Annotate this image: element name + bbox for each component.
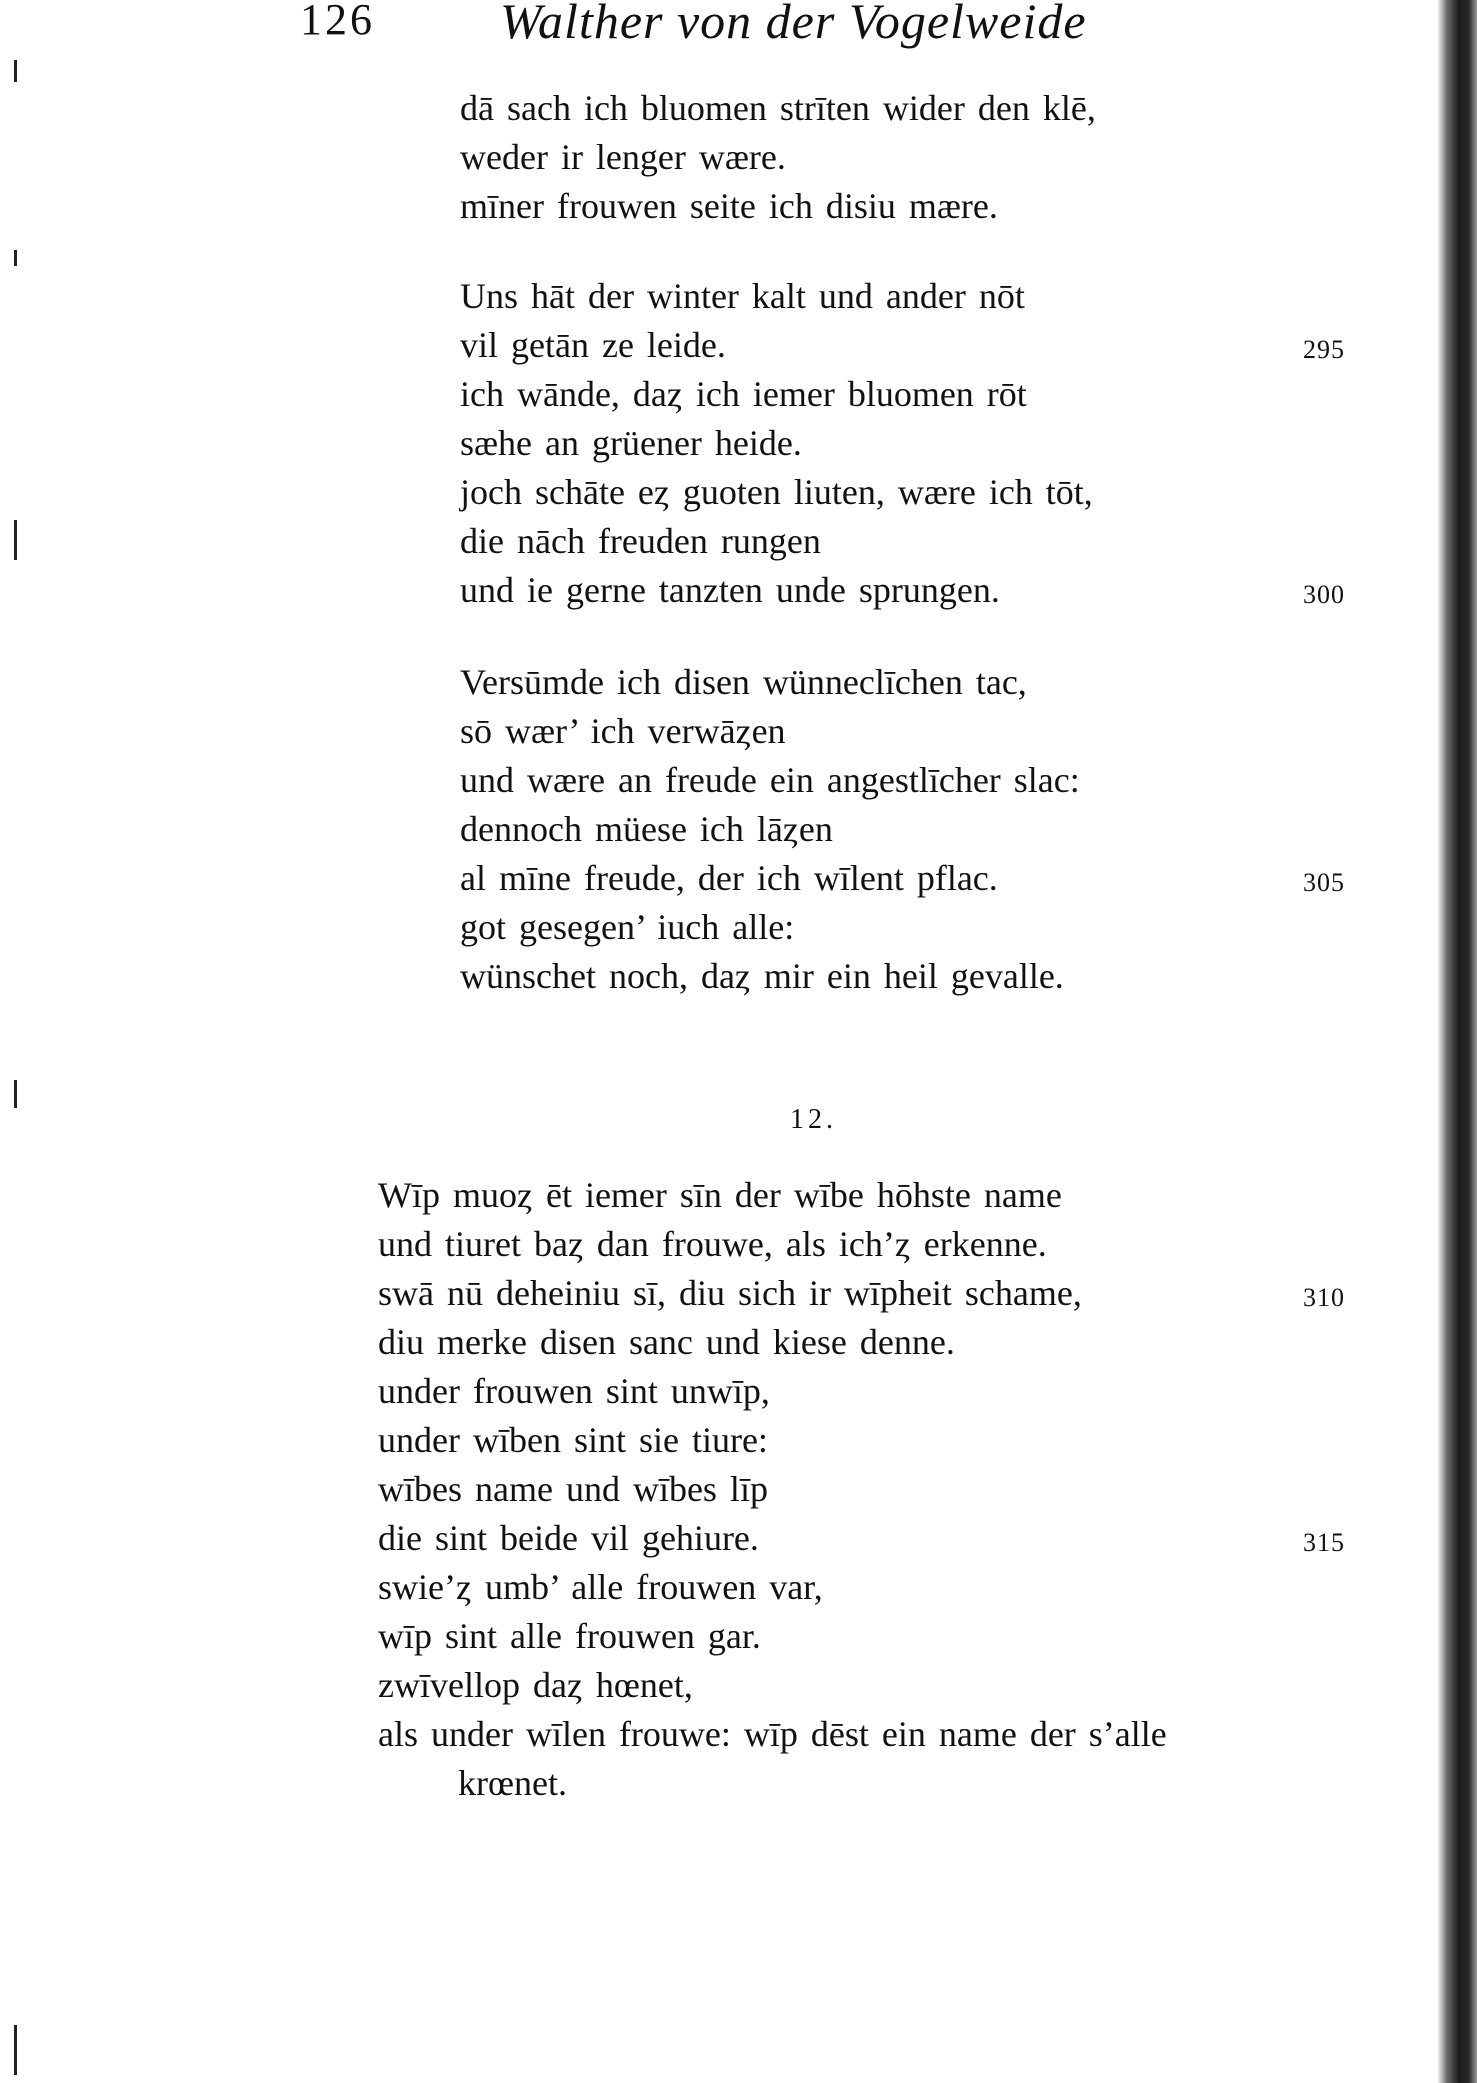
gutter-mark [14,60,17,82]
verse-line: sæhe an grüener heide. [460,423,802,463]
verse-line: swā nū deheiniu sī, diu sich ir wīpheit schame, 310 [378,1269,1346,1318]
verse-line: wünschet noch, daȥ mir ein heil gevalle. [460,956,1064,996]
verse-line: Versūmde ich disen wünneclīchen tac, [460,662,1027,702]
line-number: 315 [1303,1528,1345,1557]
verse-line: under wīben sint sie tiure: [378,1420,768,1460]
poem-section [378,1171,1346,1808]
verse-line: dennoch müese ich lāȥen [460,809,833,849]
line-number: 295 [1303,335,1345,364]
gutter-mark [14,520,17,560]
verse-line: joch schāte eȥ guoten liuten, wære ich tōt, [460,472,1093,512]
verse-line: die nāch freuden rungen [460,521,821,561]
stanza [460,658,1345,1001]
verse-line: zwīvellop daȥ hœnet, [378,1665,693,1705]
verse-line: wībes name und wībes līp [378,1469,768,1509]
book-binding-edge [1437,0,1477,2083]
gutter-mark [14,250,17,266]
verse-line: vil getān ze leide. 295 [460,321,1093,370]
verse-line: mīner frouwen seite ich disiu mære. [460,186,998,226]
page-number: 126 [300,0,375,44]
verse-line: ich wānde, daȥ ich iemer bluomen rōt [460,374,1027,414]
verse-line: und wære an freude ein angestlīcher slac: [460,760,1080,800]
verse-line: dā sach ich bluomen strīten wider den klē, [460,88,1096,128]
verse-line: Wīp muoȥ ēt iemer sīn der wībe hōhste name [378,1175,1062,1215]
verse-line: got gesegen’ iuch alle: [460,907,795,947]
verse-line-continuation: krœnet. [458,1763,567,1803]
verse-line: weder ir lenger wære. [460,137,786,177]
gutter-mark [14,2025,17,2075]
verse-line: al mīne freude, der ich wīlent pflac. 305 [460,854,1080,903]
running-title: Walther von der Vogelweide [500,0,1087,49]
section-heading: 12. [790,1104,837,1135]
line-number: 310 [1303,1283,1345,1312]
line-number: 300 [1303,580,1345,609]
verse-line: swie’ȥ umb’ alle frouwen var, [378,1567,823,1607]
verse-line: und tiuret baȥ dan frouwe, als ich’ȥ erkenne. [378,1224,1047,1264]
verse-line: und ie gerne tanzten unde sprungen. 300 [460,566,1093,615]
verse-line: Uns hāt der winter kalt und ander nōt [460,276,1025,316]
gutter-mark [14,1080,17,1108]
verse-line: die sint beide vil gehiure. 315 [378,1514,1346,1563]
verse-line: diu merke disen sanc und kiese denne. [378,1322,955,1362]
stanza [460,272,1345,615]
stanza [460,84,1096,231]
verse-line: als under wīlen frouwe: wīp dēst ein name der s’alle [378,1714,1167,1754]
line-number: 305 [1303,868,1345,897]
verse-line: sō wær’ ich verwāȥen [460,711,786,751]
verse-line: wīp sint alle frouwen gar. [378,1616,761,1656]
verse-line: under frouwen sint unwīp, [378,1371,770,1411]
